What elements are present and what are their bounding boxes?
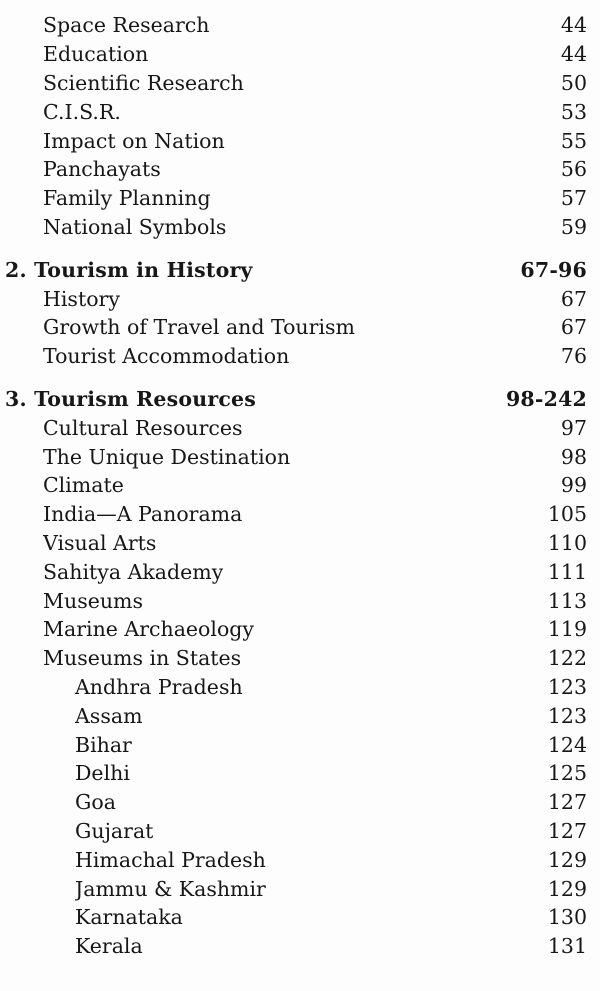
toc-entry-title: Himachal Pradesh <box>75 847 266 872</box>
toc-entry-row <box>0 40 587 69</box>
toc-entry-row <box>0 701 587 730</box>
toc-entry-title: Bihar <box>75 732 132 757</box>
toc-entry-row <box>0 97 587 126</box>
toc-entry-page-number: 130 <box>547 905 587 930</box>
toc-entry-row <box>0 11 587 40</box>
toc-entry-row <box>0 874 587 903</box>
toc-entry-title: Impact on Nation <box>43 128 225 153</box>
toc-entry-title: Assam <box>75 703 143 728</box>
toc-entry-title: Tourist Accommodation <box>43 344 290 369</box>
toc-entry-page-number: 125 <box>547 761 587 786</box>
toc-entry-page-number: 124 <box>547 732 587 757</box>
toc-entry-page-number: 131 <box>547 934 587 959</box>
toc-entry-title: Climate <box>43 473 124 498</box>
toc-entry-row <box>0 817 587 846</box>
toc-entry-title: Gujarat <box>75 818 154 843</box>
toc-chapter-row <box>0 385 587 414</box>
toc-entry-title: Sahitya Akademy <box>43 559 224 584</box>
toc-entry-page-number: 44 <box>560 13 587 38</box>
toc-entry-title: Marine Archaeology <box>43 617 255 642</box>
toc-entry-title: National Symbols <box>43 214 227 239</box>
toc-entry-row <box>0 586 587 615</box>
toc-entry-title: Visual Arts <box>43 530 157 555</box>
toc-entry-title: Space Research <box>43 13 210 38</box>
toc-entry-page-number: 113 <box>547 588 587 613</box>
toc-entry-row <box>0 644 587 673</box>
toc-entry-row <box>0 413 587 442</box>
toc-entry-row <box>0 126 587 155</box>
toc-entry-page-number: 127 <box>547 818 587 843</box>
toc-entry-page-number: 50 <box>560 70 587 95</box>
toc-list <box>0 11 587 961</box>
toc-entry-page-number: 129 <box>547 847 587 872</box>
toc-entry-row <box>0 903 587 932</box>
toc-entry-page-number: 123 <box>547 674 587 699</box>
toc-entry-row <box>0 845 587 874</box>
toc-entry-row <box>0 788 587 817</box>
toc-entry-row <box>0 342 587 371</box>
toc-entry-row <box>0 284 587 313</box>
toc-entry-title: C.I.S.R. <box>43 99 121 124</box>
toc-entry-title: Panchayats <box>43 157 161 182</box>
toc-entry-page-number: 56 <box>560 157 587 182</box>
toc-chapter-row <box>0 255 587 284</box>
toc-entry-row <box>0 500 587 529</box>
toc-entry-title: Cultural Resources <box>43 415 243 440</box>
toc-chapter-page-range: 98-242 <box>505 386 587 411</box>
toc-entry-page-number: 57 <box>560 186 587 211</box>
toc-entry-page-number: 119 <box>547 617 587 642</box>
toc-entry-page-number: 59 <box>560 214 587 239</box>
toc-entry-row <box>0 155 587 184</box>
toc-entry-page-number: 123 <box>547 703 587 728</box>
toc-entry-title: The Unique Destination <box>43 444 291 469</box>
toc-entry-title: Scientific Research <box>43 70 244 95</box>
toc-entry-page-number: 67 <box>560 286 587 311</box>
toc-entry-row <box>0 730 587 759</box>
toc-entry-page-number: 105 <box>547 502 587 527</box>
toc-entry-page-number: 67 <box>560 315 587 340</box>
toc-entry-title: Andhra Pradesh <box>75 674 243 699</box>
toc-entry-row <box>0 615 587 644</box>
toc-entry-title: Jammu & Kashmir <box>75 876 266 901</box>
toc-entry-title: Growth of Travel and Tourism <box>43 315 355 340</box>
toc-entry-row <box>0 184 587 213</box>
toc-chapter-title: 2. Tourism in History <box>5 257 253 282</box>
toc-entry-page-number: 44 <box>560 42 587 67</box>
toc-entry-page-number: 111 <box>547 559 587 584</box>
toc-entry-title: Kerala <box>75 934 143 959</box>
toc-entry-title: Family Planning <box>43 186 211 211</box>
toc-entry-row <box>0 557 587 586</box>
toc-entry-title: Goa <box>75 790 116 815</box>
toc-chapter-page-range: 67-96 <box>520 257 587 282</box>
toc-entry-page-number: 53 <box>560 99 587 124</box>
toc-entry-page-number: 110 <box>547 530 587 555</box>
toc-entry-row <box>0 529 587 558</box>
toc-entry-row <box>0 442 587 471</box>
toc-entry-page-number: 98 <box>560 444 587 469</box>
toc-entry-title: Museums in States <box>43 646 242 671</box>
toc-entry-title: India—A Panorama <box>43 502 243 527</box>
toc-entry-title: Karnataka <box>75 905 183 930</box>
toc-entry-row <box>0 471 587 500</box>
toc-entry-row <box>0 673 587 702</box>
toc-entry-title: Museums <box>43 588 144 613</box>
toc-entry-title: Delhi <box>75 761 130 786</box>
toc-entry-row <box>0 313 587 342</box>
toc-entry-page-number: 76 <box>560 344 587 369</box>
toc-entry-row <box>0 759 587 788</box>
toc-entry-page-number: 97 <box>560 415 587 440</box>
toc-entry-row <box>0 213 587 242</box>
toc-entry-title: Education <box>43 42 149 67</box>
toc-entry-page-number: 99 <box>560 473 587 498</box>
toc-entry-title: History <box>43 286 120 311</box>
toc-entry-row <box>0 69 587 98</box>
toc-entry-page-number: 129 <box>547 876 587 901</box>
toc-entry-row <box>0 932 587 961</box>
toc-chapter-title: 3. Tourism Resources <box>5 386 257 411</box>
toc-entry-page-number: 55 <box>560 128 587 153</box>
toc-entry-page-number: 127 <box>547 790 587 815</box>
toc-entry-page-number: 122 <box>547 646 587 671</box>
